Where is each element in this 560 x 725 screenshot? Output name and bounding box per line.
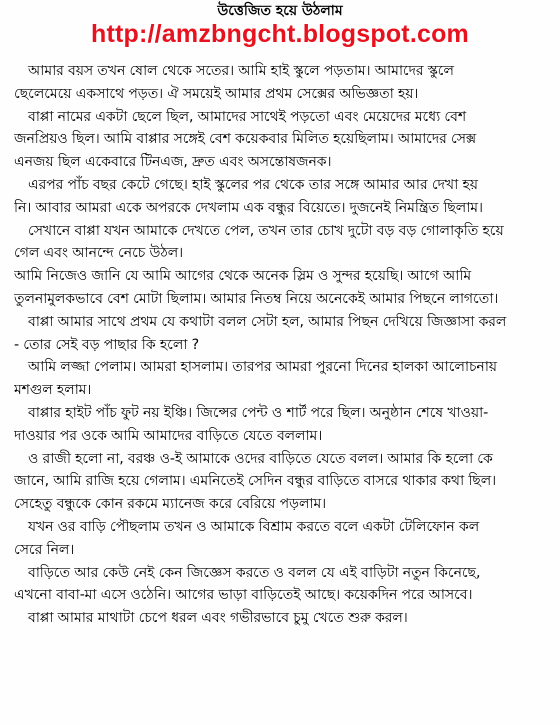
text-line: জানে, আমি রাজি হয়ে গেলাম। এমনিতেই সেদিন বন্ধুর বাড়িতে বাসরে থাকার কথা ছিল। <box>14 473 497 490</box>
text-line: বাড়িতে আর কেউ নেই কেন জিজ্ঞেস করতে ও বলল যে এই বাড়িটা নতুন কিনেছে, <box>28 564 481 581</box>
text-line: আমি নিজেও জানি যে আমি আগের থেকে অনেক স্লিম ও সুন্দর হয়েছি। আগে আমি <box>14 268 472 285</box>
text-line: যখন ওর বাড়ি পৌছলাম তখন ও আমাকে বিশ্রাম করতে বলে একটা টেলিফোন কল <box>28 518 480 535</box>
text-line: তুলনামুলকভাবে বেশ মোটা ছিলাম। আমার নিতম্ব নিয়ে অনেকেই আমার পিছনে লাগতো। <box>14 290 499 307</box>
text-line: ও রাজী হলো না, বরঞ্চ ও-ই আমাকে ওদের বাড়িতে যেতে বলল। আমার কি হলো কে <box>28 450 493 467</box>
text-line: আমার বয়স তখন ষোল থেকে সতের। আমি হাই স্কুলে পড়তাম। আমাদের স্কুলে <box>28 63 454 79</box>
text-line: এনজয় ছিল একেবারে টিনএজ, দ্রুত এবং অসন্তোষজনক। <box>14 154 332 171</box>
text-line: নি। আবার আমরা একে অপরকে দেখলাম এক বন্ধুর বিয়েতে। দুজনেই নিমন্ত্রিত ছিলাম। <box>14 199 483 216</box>
text-line: দাওয়ার পর ওকে আমি আমাদের বাড়িতে যেতে বললাম। <box>14 427 323 444</box>
story-title: উত্তেজিত হয়ে উঠলাম <box>217 3 343 19</box>
text-line: গেল এবং আনন্দে নেচে উঠল। <box>14 245 184 262</box>
text-line: এখনো বাবা-মা এসে ওঠেনি। আগের ভাড়া বাড়িতেই আছে। কয়েকদিন পরে আসবে। <box>14 587 473 604</box>
text-line: সেহেতু বন্ধুকে কোন রকমে ম্যানেজ করে বেরিয়ে পড়লাম। <box>14 496 326 513</box>
text-line: জনপ্রিয়ও ছিল। আমি বাপ্পার সঙ্গেই বেশ কয়েকবার মিলিত হয়েছিলাম। আমাদের সেক্স <box>14 131 477 148</box>
story-body <box>14 60 552 630</box>
text-line: বাপ্পা আমার সাথে প্রথম যে কথাটা বলল সেটা হল, আমার পিছন দেখিয়ে জিজ্ঞাসা করল <box>28 313 507 330</box>
text-line: আমি লজ্জা পেলাম। আমরা হাসলাম। তারপর আমরা পুরনো দিনের হালকা আলোচনায় <box>28 359 497 376</box>
text-line: - তোর সেই বড় পাছার কি হলো ? <box>14 336 199 353</box>
text-line: মশগুল হলাম। <box>14 382 92 399</box>
text-line: বাপ্পা আমার মাথাটা চেপে ধরল এবং গভীরভাবে চুমু খেতে শুরু করল। <box>28 610 408 627</box>
blog-url-link[interactable]: http://amzbngcht.blogspot.com <box>91 20 469 48</box>
text-line: সেখানে বাপ্পা যখন আমাকে দেখতে পেল, তখন তার চোখ দুটো বড় বড় গোলাকৃতি হয়ে <box>28 222 504 239</box>
text-line: ছেলেমেয়ে একসাথে পড়ত। ঐ সময়েই আমার প্রথম সেক্সের অভিজ্ঞতা হয়। <box>14 85 419 102</box>
text-line: বাপ্পা নামের একটা ছেলে ছিল, আমাদের সাথেই পড়তো এবং মেয়েদের মধ্যে বেশ <box>28 108 467 125</box>
text-line: সেরে নিল। <box>14 541 75 558</box>
text-line: বাপ্পার হাইট পাঁচ ফুট নয় ইঞ্চি। জিন্সের পেন্ট ও শার্ট পরে ছিল। অনুষ্ঠান শেষে খাওয়া- <box>28 404 489 421</box>
text-line: এরপর পাঁচ বছর কেটে গেছে। হাই স্কুলের পর থেকে তার সঙ্গে আমার আর দেখা হয় <box>28 176 478 193</box>
